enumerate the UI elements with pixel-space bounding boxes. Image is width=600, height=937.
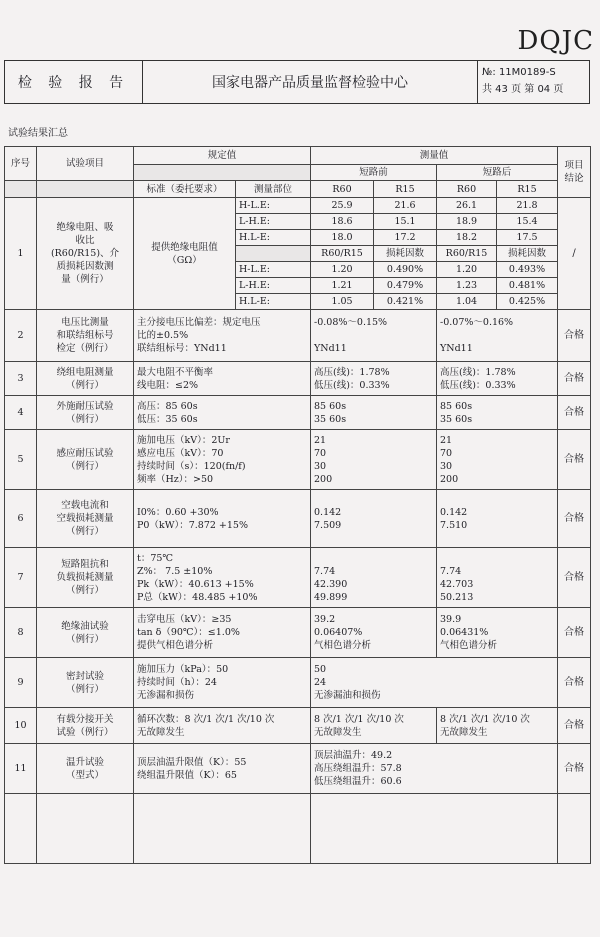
r15-before: R15 <box>374 181 437 198</box>
col-seq: 序号 <box>5 147 37 181</box>
table-row: 9 密封试验 （例行） 施加压力（kPa）：50 持续时间（h）：24 无渗漏和损伤 50 24 无渗漏油和损伤 合格 <box>5 658 591 708</box>
report-meta <box>478 61 589 103</box>
table-row: 2 电压比测量 和联结组标号 检定（例行） 主分接电压比偏差：规定电压 比的±0.5% 联结组标号：YNd11 -0.08%～0.15% YNd11 -0.07%～0.16% YNd11 合格 <box>5 310 591 362</box>
col-part: 测量部位 <box>236 181 311 198</box>
table-row: 10 有载分接开关 试验（例行） 循环次数：8 次/1 次/1 次/10 次 无故障发生 8 次/1 次/1 次/10 次 无故障发生 8 次/1 次/1 次/10 次 无故障发生 合格 <box>5 708 591 744</box>
report-label: 检 验 报 告 <box>5 61 143 103</box>
table-row: 8 绝缘油试验 （例行） 击穿电压（kV）：≥35 tan δ（90℃）：≤1.0% 提供气相色谱分析 39.2 0.06407% 气相色谱分析 39.9 0.06431% 气相色谱分析 合格 <box>5 608 591 658</box>
ir-part-3: H.L-E: <box>236 230 311 246</box>
row1-item: 绝缘电阻、吸 收比 (R60/R15)、介 质损耗因数测 量（例行） <box>37 198 134 310</box>
ir-part-1: H-L.E: <box>236 198 311 214</box>
table-row: 5 感应耐压试验 （例行） 施加电压（kV）：2Ur 感应电压（kV）：70 持续时间（s）：120(fn/f) 频率（Hz）：>50 21 70 30 200 21 70 30 200 合格 <box>5 430 591 490</box>
summary-title: 试验结果汇总 <box>8 128 68 139</box>
page-count: 共 43 页 第 04 页 <box>482 84 564 95</box>
table-row: 11 温升试验 （型式） 顶层油温升限值（K）：55 绕组温升限值（K）：65 顶层油温升：49.2 高压绕组温升：57.8 低压绕组温升：60.6 合格 <box>5 744 591 794</box>
table-row: 6 空载电流和 空载损耗测量 （例行） I0%：0.60 +30% P0（kW）：7.872 +15% 0.142 7.509 0.142 7.510 合格 <box>5 490 591 548</box>
center-name: 国家电器产品质量监督检验中心 <box>143 61 478 103</box>
r60-after: R60 <box>437 181 497 198</box>
row1-seq: 1 <box>5 198 37 310</box>
dqjc-logo: DQJC <box>517 26 594 56</box>
table-row-empty <box>5 794 591 864</box>
table-row: 7 短路阻抗和 负载损耗测量 （例行） t：75℃ Z%： 7.5 ±10% Pk（kW）：40.613 +15% P总（kW）：48.485 +10% 7.74 42.390 49.899 7.74 42.703 50.213 合格 <box>5 548 591 608</box>
col-after: 短路后 <box>437 165 558 181</box>
col-spec: 规定值 <box>134 147 311 165</box>
col-measured: 测量值 <box>311 147 558 165</box>
col-item: 试验项目 <box>37 147 134 181</box>
col-std: 标准（委托要求） <box>134 181 236 198</box>
results-table: 序号 试验项目 规定值 测量值 项目 结论 短路前 短路后 标准（委托要求） 测量部位 R60 R15 R60 R15 1 绝缘电阻、吸 收比 (R60/R15)、介 质损耗因数测 量（例行） 提供绝缘电阻值 （GΩ） H-L.E: 25.9 21.6 26.1 21.8 / L-H.E: 18.6 15.1 18.9 15.4 H.L-E: 18.0 17.2 18.2 17.5 R60/R15 损耗因数 R60/R15 损耗因数 H-L.E: 1.20 0.490% 1.20 0.493% L-H.E: 1.21 0.479% 1.23 0.481% H.L-E: 1.05 0.421% 1.04 0.425% 2 电压比测量 和联结组标号 检定（例行） 主分接电压比偏差：规定电压 比的±0.5% 联结组标号：YNd11 -0.08%～0.15% YNd11 -0.07%～0.16% YNd11 合格 3 绕组电阻测量 （例行） 最大电阻不平衡率 线电阻：≤2% 高压(线)：1.78% 低压(线)：0.33% 高压(线)：1.78% 低压(线)：0.33% 合格 4 外施耐压试验 （例行） 高压：85 60s 低压：35 60s 85 60s 35 60s 85 60s 35 60s 合格 5 感应耐压试验 （例行） 施加电压（kV）：2Ur 感应电压（kV）：70 持续时间（s）：120(fn/f) 频率（Hz）：>50 21 70 30 200 21 70 30 200 合格 6 空载电流和 空载损耗测量 （例行） I0%：0.60 +30% P0（kW）：7.872 +15% 0.142 7.509 0.142 7.510 合格 7 短路阻抗和 负载损耗测量 （例行） t：75℃ Z%： 7.5 ±10% Pk（kW）：40.613 +15% P总（kW）：48.485 +10% 7.74 42.390 49.899 7.74 42.703 50.213 合格 8 绝缘油试验 （例行） 击穿电压（kV）：≥35 tan δ（90℃）：≤1.0% 提供气相色谱分析 39.2 0.06407% 气相色谱分析 39.9 0.06431% 气相色谱分析 合格 9 密封试验 （例行） 施加压力（kPa）：50 持续时间（h）：24 无渗漏和损伤 50 24 无渗漏油和损伤 合格 10 有载分接开关 试验（例行） 循环次数：8 次/1 次/1 次/10 次 无故障发生 8 次/1 次/1 次/10 次 无故障发生 8 次/1 次/1 次/10 次 无故障发生 合格 11 温升试验 （型式） 顶层油温升限值（K）：55 绕组温升限值（K）：65 顶层油温升：49.2 高压绕组温升：57.8 低压绕组温升：60.6 合格 <box>4 146 591 864</box>
report-number: №: 11M0189-S <box>482 67 556 78</box>
col-conclusion: 项目 结论 <box>558 147 591 198</box>
table-row: 3 绕组电阻测量 （例行） 最大电阻不平衡率 线电阻：≤2% 高压(线)：1.78% 低压(线)：0.33% 高压(线)：1.78% 低压(线)：0.33% 合格 <box>5 362 591 396</box>
row1-result: / <box>558 198 591 310</box>
col-before: 短路前 <box>311 165 437 181</box>
ir-part-2: L-H.E: <box>236 214 311 230</box>
r60-before: R60 <box>311 181 374 198</box>
row1-spec: 提供绝缘电阻值 （GΩ） <box>134 198 236 310</box>
table-row: 4 外施耐压试验 （例行） 高压：85 60s 低压：35 60s 85 60s 35 60s 85 60s 35 60s 合格 <box>5 396 591 430</box>
r15-after: R15 <box>497 181 558 198</box>
report-header <box>4 60 590 104</box>
